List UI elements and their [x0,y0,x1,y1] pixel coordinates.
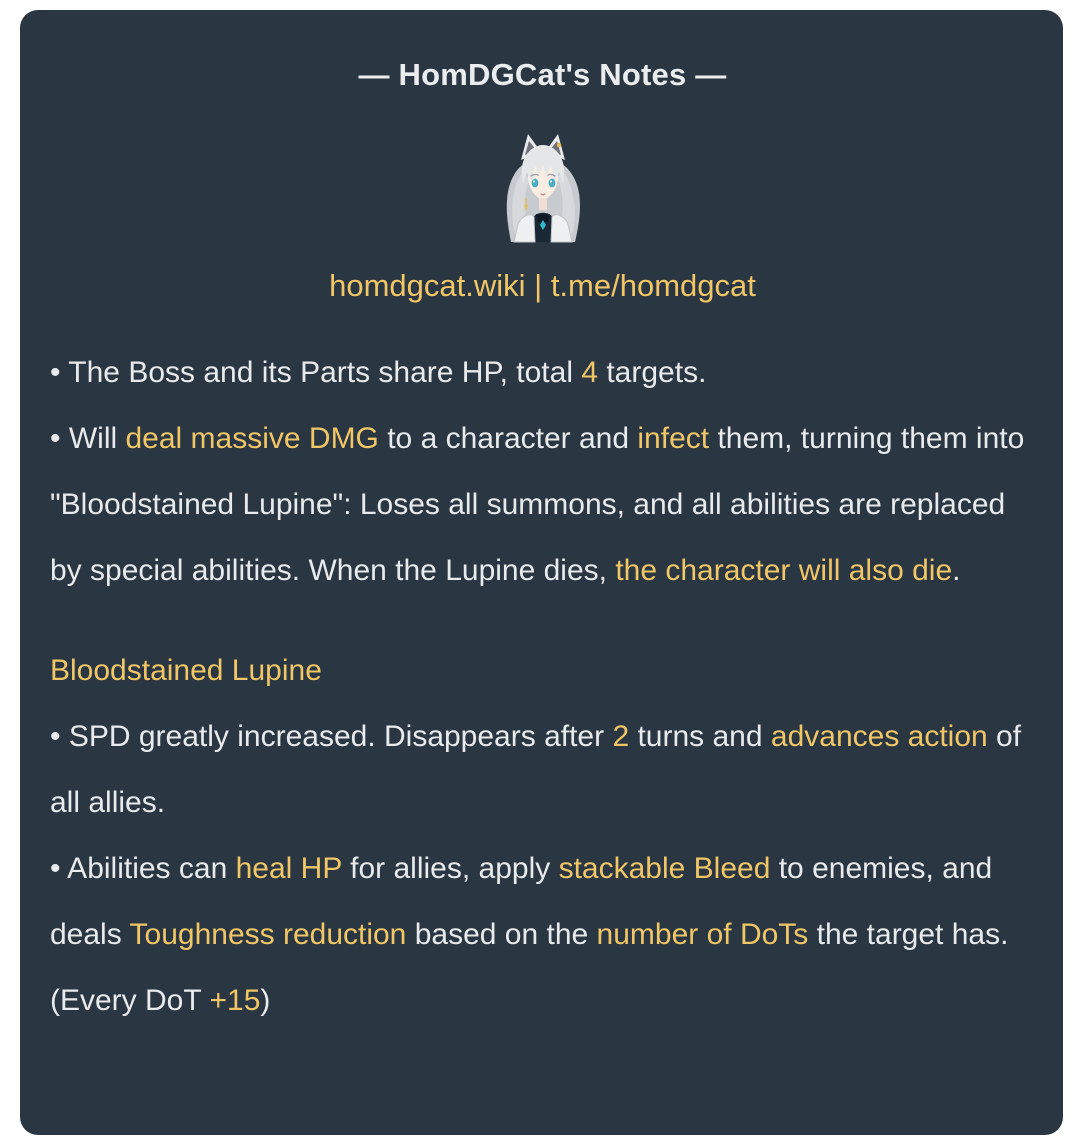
text-segment: • SPD greatly increased. Disappears after [50,720,613,753]
text-segment: ) [260,984,271,1017]
text-segment: to enemies, and deals [50,852,993,951]
note-bullet-spd [50,704,1035,836]
text-segment: the target has. (Every DoT [50,918,1009,1017]
accent-text-segment: deal massive DMG [125,422,379,455]
accent-text-segment: the character will also die [615,554,953,587]
note-heading-bloodstained-lupine [50,638,1035,704]
text-segment: targets. [598,356,707,389]
text-segment: of all allies. [50,720,1022,819]
accent-text-segment: stackable Bleed [558,852,771,885]
accent-text-segment: Bloodstained Lupine [50,654,322,687]
homdgcat-wiki-link[interactable]: homdgcat.wiki | t.me/homdgcat [329,268,756,303]
text-segment: • Abilities can [50,852,236,885]
accent-text-segment: +15 [209,984,261,1017]
accent-text-segment: advances action [770,720,988,753]
accent-text-segment: heal HP [235,852,342,885]
notes-card [20,10,1063,1135]
accent-text-segment: number of DoTs [596,918,809,951]
text-segment: for allies, apply [341,852,559,885]
text-segment: • The Boss and its Parts share HP, total [50,356,582,389]
text-segment: turns and [629,720,771,753]
note-bullet-infect [50,406,1035,604]
accent-text-segment: Toughness reduction [129,918,407,951]
anime-character-icon [495,132,591,244]
accent-text-segment: 4 [581,356,599,389]
text-segment: to a character and [378,422,638,455]
accent-text-segment: 2 [612,720,630,753]
character-avatar [50,132,1035,244]
card-title: — HomDGCat's Notes — [358,57,727,92]
note-bullet-abilities [50,836,1035,1034]
text-segment: based on the [406,918,597,951]
text-segment: • Will [50,422,126,455]
notes-body [50,340,1035,1034]
text-segment: them, turning them into "Bloodstained Lupine": Loses all summons, and all abilities are replaced by special abilities. When the Lupine dies, [50,422,1025,587]
accent-text-segment: infect [637,422,710,455]
text-segment: . [952,554,961,587]
note-bullet-boss-hp [50,340,1035,406]
